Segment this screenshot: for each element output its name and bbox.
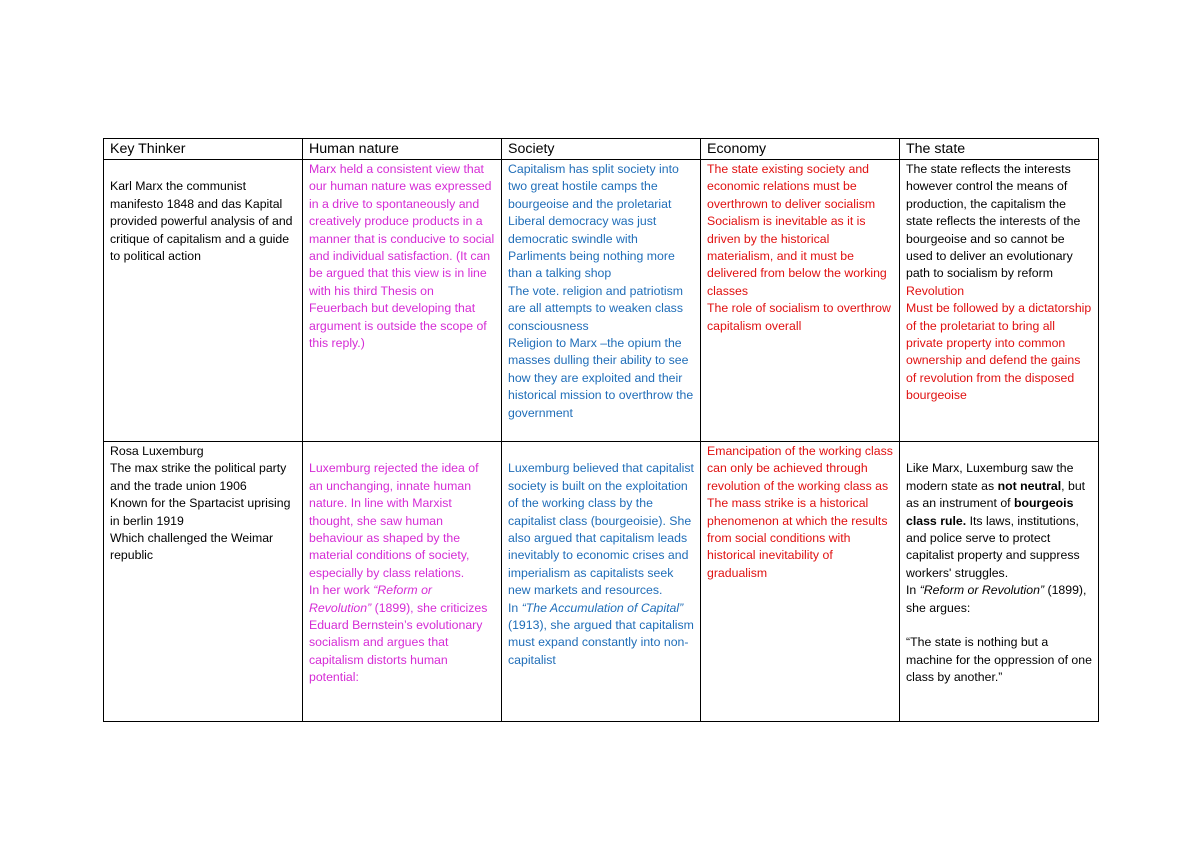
- cell-thinker-marx: [104, 160, 303, 442]
- text-fragment: Its laws, institutions, and police serve to protect capitalist property and suppress workers' struggles.: [906, 513, 1080, 580]
- text-fragment: (1899), she criticizes Eduard Bernstein’s evolutionary socialism and argues that capitalism distorts human potential:: [309, 600, 488, 685]
- society-para: Capitalism has split society into two great hostile camps the bourgeoise and the proletariat: [508, 162, 679, 211]
- economy-para: The role of socialism to overthrow capitalism overall: [707, 301, 891, 333]
- human-nature-para-2: [309, 582, 495, 686]
- state-para: The state reflects the interests however control the means of production, the capitalism the state reflects the interests of the bourgeoise and so cannot be used to deliver an evolutionary path to socialism by reform: [906, 162, 1081, 281]
- work-title: “Reform or Revolution”: [919, 583, 1045, 598]
- economy-para: Emancipation of the working class can only be achieved through revolution of the working class as: [707, 444, 893, 493]
- human-nature-para: Luxemburg rejected the idea of an unchanging, innate human nature. In line with Marxist thought, she saw human behaviour as shaped by the material conditions of society, especially by class relations.: [309, 461, 479, 580]
- state-revolution: Revolution: [906, 283, 965, 298]
- comparison-table: [103, 138, 1099, 722]
- economy-para: Socialism is inevitable as it is driven by the historical materialism, and it must be delivered from below the working classes: [707, 214, 887, 298]
- header-key-thinker: Key Thinker: [104, 139, 303, 160]
- text-fragment: In: [508, 600, 522, 615]
- table-row-marx: [104, 160, 1099, 442]
- header-row: [104, 139, 1099, 160]
- cell-society-luxemburg: [502, 442, 701, 722]
- society-para: The vote. religion and patriotism are all attempts to weaken class consciousness: [508, 283, 683, 333]
- text-fragment: In her work: [309, 583, 374, 598]
- header-economy: Economy: [701, 139, 900, 160]
- cell-state-marx: [900, 160, 1099, 442]
- bold-text: bourgeois class rule.: [906, 496, 1074, 528]
- table-row-luxemburg: [104, 442, 1099, 722]
- cell-economy-marx: [701, 160, 900, 442]
- society-para: Luxemburg believed that capitalist society is built on the exploitation of the working class by the capitalist class (bourgeoisie). She also argued that capitalism leads inevitably to economic crises and imperialism as capitalists seek new markets and resources.: [508, 461, 694, 598]
- text-fragment: (1913), she argued that capitalism must expand constantly into non-capitalist: [508, 618, 694, 667]
- society-para: Religion to Marx –the opium the masses dulling their ability to see how they are exploited and their historical mission to overthrow the government: [508, 336, 694, 420]
- human-nature-text: Marx held a consistent view that our human nature was expressed in a drive to spontaneously and creatively produce products in a manner that is conducive to social and individual satisfaction. (It can be argued that this view is in line with his third Thesis on Feuerbach but developing that argument is outside the scope of this reply.): [309, 162, 495, 351]
- text-fragment: Like Marx, Luxemburg saw the modern state as: [906, 461, 1074, 493]
- text-fragment: , but as an instrument of: [906, 478, 1086, 511]
- text-fragment: In: [906, 583, 920, 598]
- header-the-state: The state: [900, 139, 1099, 160]
- economy-para: The mass strike is a historical phenomenon at which the results from social conditions with historical inevitability of gradualism: [707, 496, 888, 580]
- thinker-line: Known for the Spartacist uprising in berlin 1919: [110, 496, 291, 528]
- thinker-line: Rosa Luxemburg: [110, 444, 204, 458]
- cell-human-nature-marx: [303, 160, 502, 442]
- society-para-2: [508, 600, 694, 670]
- cell-economy-luxemburg: [701, 442, 900, 722]
- cell-thinker-luxemburg: [104, 442, 303, 722]
- text-fragment: (1899), she argues:: [906, 583, 1087, 615]
- thinker-line: The max strike the political party and the trade union 1906: [110, 461, 287, 493]
- state-quote: “The state is nothing but a machine for the oppression of one class by another.”: [906, 635, 1092, 685]
- header-society: Society: [502, 139, 701, 160]
- cell-society-marx: [502, 160, 701, 442]
- society-para: Liberal democracy was just democratic swindle with Parliments being nothing more than a talking shop: [508, 214, 675, 281]
- cell-state-luxemburg: [900, 442, 1099, 722]
- thinker-line: Which challenged the Weimar republic: [110, 531, 274, 563]
- state-para-2: [906, 582, 1092, 617]
- economy-para: The state existing society and economic relations must be overthrown to deliver socialism: [707, 162, 876, 211]
- bold-text: not neutral: [997, 478, 1062, 493]
- cell-human-nature-luxemburg: [303, 442, 502, 722]
- thinker-text: Karl Marx the communist manifesto 1848 and das Kapital provided powerful analysis of and critique of capitalism and a guide to political action: [110, 179, 293, 264]
- state-para: [906, 460, 1092, 582]
- work-title: “Reform or Revolution”: [309, 583, 433, 615]
- header-human-nature: Human nature: [303, 139, 502, 160]
- state-para-red: Must be followed by a dictatorship of the proletariat to bring all private property into common ownership and defend the gains of revolution from the disposed bourgeoise: [906, 301, 1092, 403]
- work-title: “The Accumulation of Capital”: [521, 600, 684, 615]
